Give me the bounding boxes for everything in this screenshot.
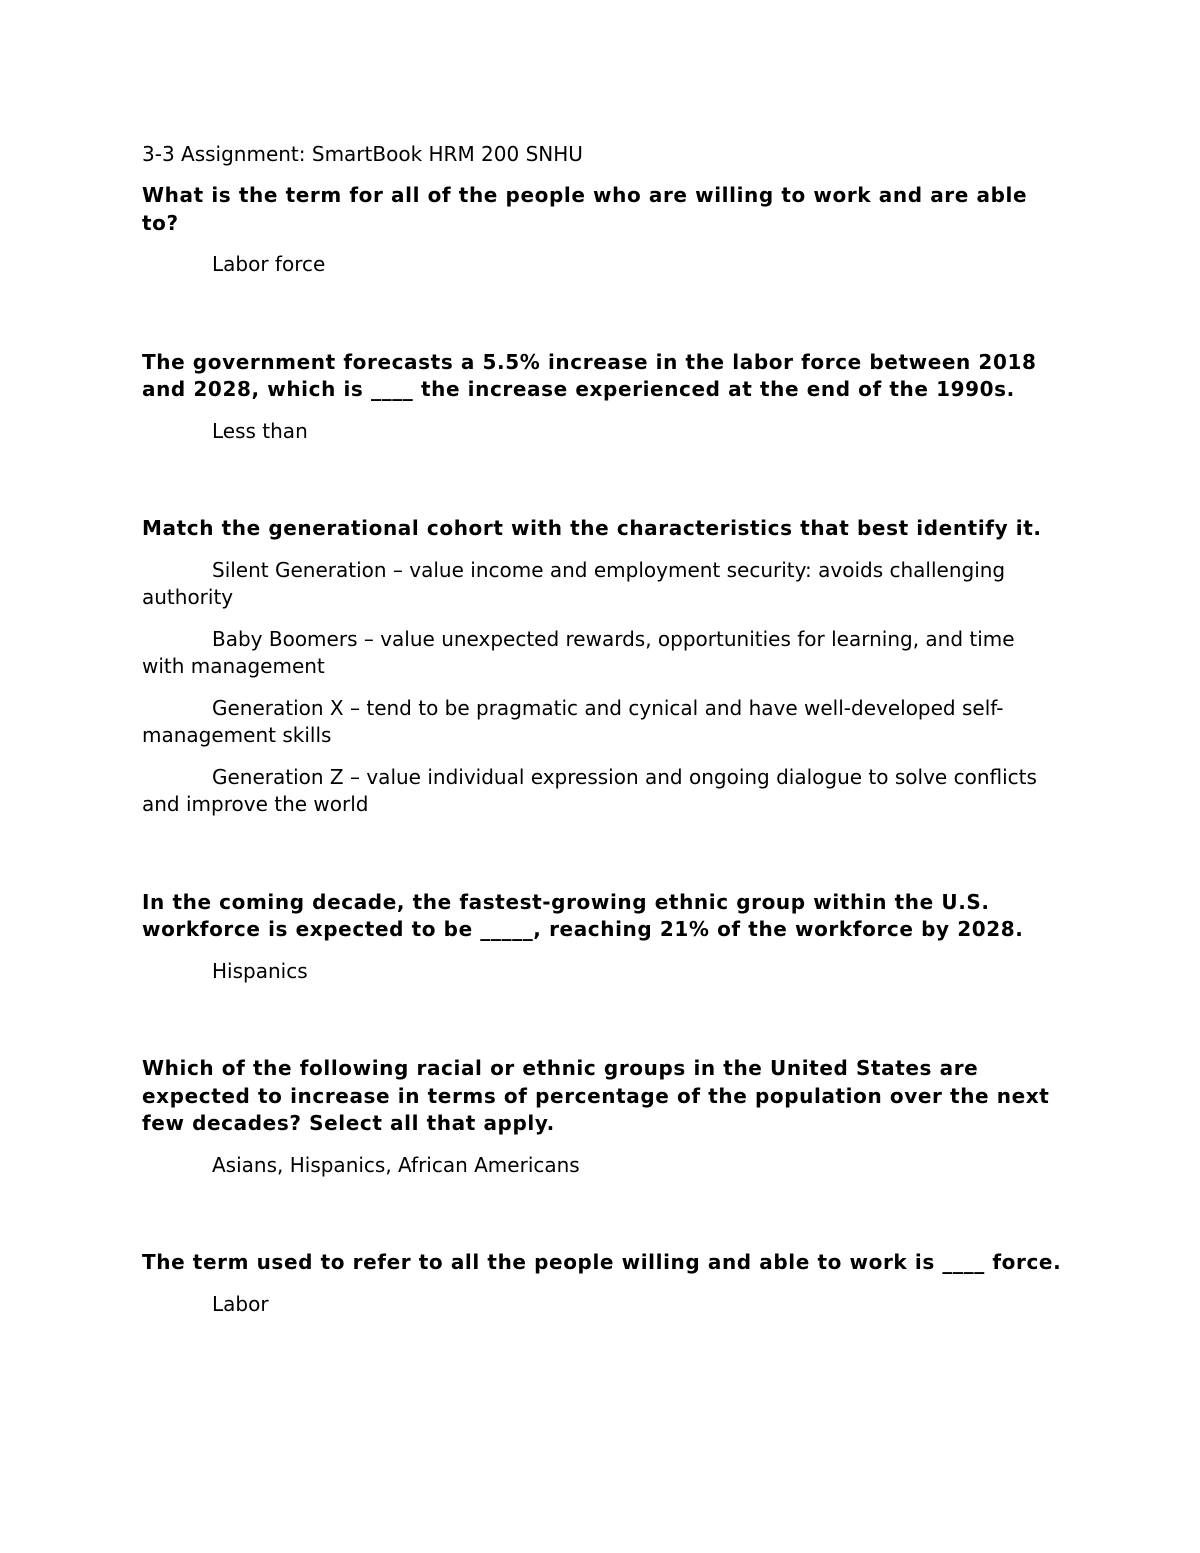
- spacer: [142, 459, 1062, 515]
- question-block-3: [142, 515, 1062, 819]
- answer-text: Generation X – tend to be pragmatic and cynical and have well-developed self-management skills: [142, 695, 1004, 747]
- question-text: The government forecasts a 5.5% increase in the labor force between 2018 and 2028, which is ____ the increase experienced at the end of the 1990s.: [142, 349, 1037, 401]
- spacer: [142, 999, 1062, 1055]
- question-block-1: [142, 182, 1062, 279]
- question-block-5: [142, 1055, 1062, 1179]
- answer-text: Labor: [212, 1291, 269, 1316]
- document-title: 3-3 Assignment: SmartBook HRM 200 SNHU: [142, 142, 583, 166]
- question-text: What is the term for all of the people who are willing to work and are able to?: [142, 183, 1028, 235]
- document-page: [142, 140, 1062, 1332]
- question-block-6: [142, 1249, 1062, 1318]
- question-text: Which of the following racial or ethnic groups in the United States are expected to increase in terms of percentage of the population over the next few decades? Select all that apply.: [142, 1056, 1050, 1135]
- answer-text: Baby Boomers – value unexpected rewards, opportunities for learning, and time with management: [142, 626, 1015, 678]
- answer-text: Silent Generation – value income and employment security: avoids challenging authority: [142, 557, 1006, 609]
- answer-text: Labor force: [212, 252, 326, 276]
- question-text: The term used to refer to all the people willing and able to work is ____ force.: [142, 1250, 1062, 1274]
- spacer: [142, 1193, 1062, 1249]
- answer-text: Generation Z – value individual expression and ongoing dialogue to solve conflicts and improve the world: [142, 764, 1037, 816]
- question-block-4: [142, 889, 1062, 986]
- question-text: In the coming decade, the fastest-growing ethnic group within the U.S. workforce is expected to be _____, reaching 21% of the workforce by 2028.: [142, 889, 1024, 941]
- question-text: Match the generational cohort with the characteristics that best identify it.: [142, 516, 1042, 540]
- answer-text: Hispanics: [212, 958, 308, 983]
- answer-text: Less than: [212, 418, 308, 443]
- spacer: [142, 833, 1062, 889]
- answer-text: Asians, Hispanics, African Americans: [212, 1152, 580, 1177]
- question-block-2: [142, 349, 1062, 446]
- spacer: [142, 293, 1062, 349]
